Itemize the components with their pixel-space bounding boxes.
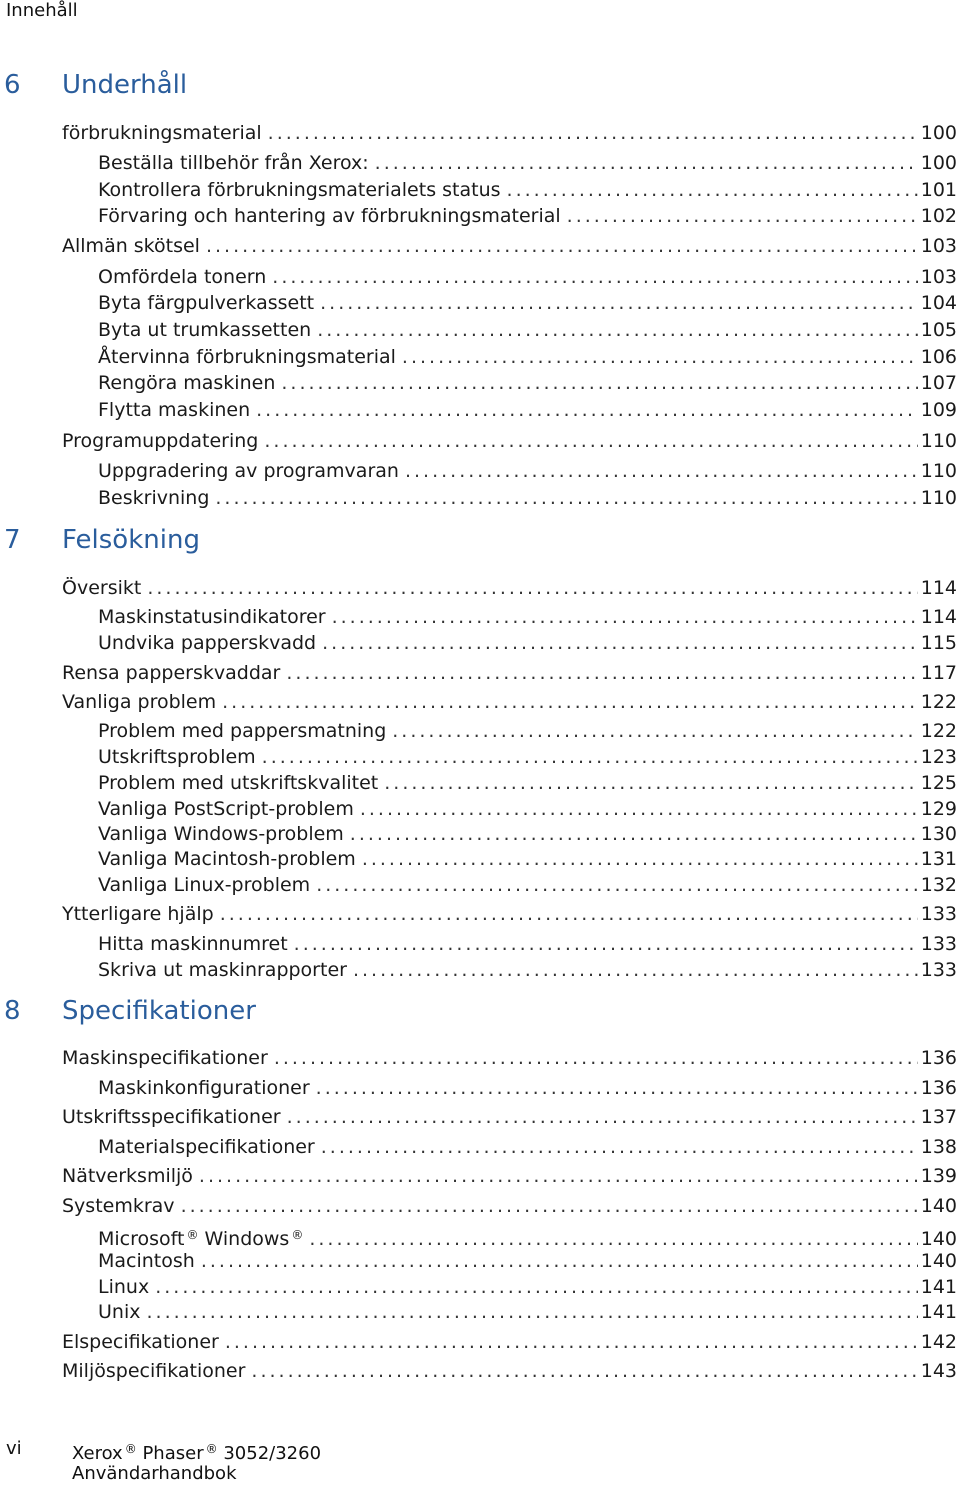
toc-entry[interactable] (98, 932, 957, 956)
toc-entry-page: 122 (920, 691, 957, 713)
toc-entry-title: Kontrollera förbrukningsmaterialets status (98, 179, 501, 201)
toc-entry-title: Beskrivning (98, 487, 210, 509)
toc-entry-title: Materialspecifikationer (98, 1136, 315, 1158)
toc-entry-page: 105 (920, 319, 957, 341)
dot-leader (262, 745, 918, 769)
toc-entry[interactable] (62, 121, 957, 145)
dot-leader (350, 822, 918, 846)
toc-entry-page: 140 (920, 1228, 957, 1250)
toc-entry[interactable] (98, 371, 957, 395)
dot-leader (332, 605, 918, 629)
model-label: 3052/3260 (223, 1443, 322, 1464)
dot-leader (402, 345, 918, 369)
running-header: Innehåll (6, 0, 78, 21)
toc-entry-title: Elspecifikationer (62, 1331, 219, 1353)
windows-label: Windows (204, 1228, 290, 1250)
dot-leader (147, 576, 917, 600)
toc-entry-title: Skriva ut maskinrapporter (98, 959, 347, 981)
dot-leader (567, 204, 918, 228)
toc-entry-title: Översikt (62, 577, 142, 599)
dot-leader (362, 847, 918, 871)
toc-entry-title: Utskriftsproblem (98, 746, 256, 768)
dot-leader (317, 318, 918, 342)
footer-page-number: vi (6, 1438, 22, 1459)
toc-entry-title: Rengöra maskinen (98, 372, 276, 394)
dot-leader (256, 398, 918, 422)
dot-leader (286, 661, 917, 685)
toc-entry-page: 103 (920, 235, 957, 257)
toc-entry[interactable] (98, 822, 957, 846)
dot-leader (294, 932, 918, 956)
toc-entry[interactable] (62, 1359, 957, 1383)
toc-entry[interactable] (98, 1249, 957, 1273)
registered-mark: ® (205, 1442, 218, 1456)
toc-entry-title: Undvika papperskvadd (98, 632, 317, 654)
dot-leader (222, 690, 918, 714)
toc-entry[interactable] (98, 719, 957, 743)
toc-entry-page: 132 (920, 874, 957, 896)
toc-entry-page: 104 (920, 292, 957, 314)
toc-entry-title: Återvinna förbrukningsmaterial (98, 346, 396, 368)
toc-entry[interactable] (98, 151, 957, 175)
toc-entry-title: Vanliga Macintosh-problem (98, 848, 356, 870)
dot-leader (201, 1249, 918, 1273)
toc-entry[interactable] (98, 345, 957, 369)
dot-leader (316, 1076, 918, 1100)
dot-leader (225, 1330, 918, 1354)
toc-entry-title: Beställa tillbehör från Xerox: (98, 152, 369, 174)
registered-mark: ® (291, 1228, 304, 1242)
toc-entry[interactable] (98, 1275, 957, 1299)
toc-entry-page: 142 (920, 1331, 957, 1353)
toc-entry[interactable] (62, 1105, 957, 1129)
dot-leader (206, 234, 918, 258)
dot-leader (215, 486, 917, 510)
dot-leader (507, 178, 918, 202)
toc-entry-page: 114 (920, 606, 957, 628)
toc-entry-page: 130 (920, 823, 957, 845)
toc-entry-page: 100 (920, 152, 957, 174)
toc-entry-title: Flytta maskinen (98, 399, 251, 421)
dot-leader (146, 1300, 917, 1324)
toc-entry[interactable] (98, 398, 957, 422)
dot-leader (281, 371, 917, 395)
toc-entry[interactable] (98, 873, 957, 897)
toc-entry-page: 109 (920, 399, 957, 421)
dot-leader (264, 429, 917, 453)
toc-entry[interactable] (98, 291, 957, 315)
toc-entry-page: 141 (920, 1301, 957, 1323)
toc-entry-title: Ytterligare hjälp (62, 903, 214, 925)
toc-entry[interactable] (62, 1330, 957, 1354)
brand-label: Xerox (72, 1443, 123, 1464)
toc-entry-page: 125 (920, 772, 957, 794)
chapter-number: 8 (4, 996, 21, 1026)
toc-entry[interactable] (98, 178, 957, 202)
toc-entry[interactable] (98, 1223, 957, 1251)
toc-entry[interactable] (98, 1135, 957, 1159)
toc-entry-page: 102 (920, 205, 957, 227)
toc-entry[interactable] (98, 1300, 957, 1324)
toc-entry[interactable] (62, 576, 957, 600)
toc-entry-title: Vanliga Linux-problem (98, 874, 311, 896)
toc-entry-page: 140 (920, 1250, 957, 1272)
chapter-heading (4, 525, 200, 555)
toc-entry-page: 122 (920, 720, 957, 742)
toc-entry-title: Linux (98, 1276, 150, 1298)
toc-entry[interactable] (62, 902, 957, 926)
dot-leader (268, 121, 918, 145)
toc-entry-page: 143 (920, 1360, 957, 1382)
toc-entry-page: 110 (920, 460, 957, 482)
toc-entry-title: Förvaring och hantering av förbrukningsmaterial (98, 205, 561, 227)
dot-leader (321, 1135, 918, 1159)
toc-entry-title: Allmän skötsel (62, 235, 200, 257)
toc-entry[interactable] (62, 1164, 957, 1188)
toc-entry[interactable] (62, 1046, 957, 1070)
dot-leader (322, 631, 918, 655)
toc-entry-title: Byta ut trumkassetten (98, 319, 312, 341)
toc-entry-title: Byta färgpulverkassett (98, 292, 315, 314)
toc-entry-title: Programuppdatering (62, 430, 259, 452)
toc-entry[interactable] (98, 486, 957, 510)
toc-entry[interactable] (98, 204, 957, 228)
toc-entry-title: Utskriftsspecifikationer (62, 1106, 281, 1128)
toc-entry-title: Systemkrav (62, 1195, 175, 1217)
toc-entry-page: 139 (920, 1165, 957, 1187)
toc-entry-page: 110 (920, 487, 957, 509)
dot-leader (220, 902, 918, 926)
toc-entry[interactable] (98, 745, 957, 769)
chapter-title: Specifikationer (62, 996, 256, 1026)
toc-entry-page: 117 (920, 662, 957, 684)
dot-leader (392, 719, 917, 743)
toc-entry[interactable] (62, 234, 957, 258)
toc-entry-title: Unix (98, 1301, 141, 1323)
toc-entry-title: Maskinspecifikationer (62, 1047, 268, 1069)
toc-entry-page: 136 (920, 1077, 957, 1099)
microsoft-label: Microsoft (98, 1228, 185, 1250)
chapter-heading (4, 996, 256, 1026)
toc-entry-page: 141 (920, 1276, 957, 1298)
toc-entry-title: Vanliga PostScript-problem (98, 798, 354, 820)
toc-entry[interactable] (62, 429, 957, 453)
registered-mark: ® (124, 1442, 137, 1456)
dot-leader (287, 1105, 918, 1129)
dot-leader (309, 1227, 917, 1251)
toc-entry-page: 133 (920, 903, 957, 925)
dot-leader (199, 1164, 918, 1188)
toc-entry-page: 110 (920, 430, 957, 452)
toc-entry-page: 140 (920, 1195, 957, 1217)
toc-entry[interactable] (98, 847, 957, 871)
toc-entry-page: 133 (920, 933, 957, 955)
toc-entry-title: Vanliga problem (62, 691, 217, 713)
footer-subtitle: Användarhandbok (72, 1463, 237, 1484)
toc-entry-page: 123 (920, 746, 957, 768)
dot-leader (274, 1046, 918, 1070)
dot-leader (272, 265, 917, 289)
dot-leader (405, 459, 918, 483)
dot-leader (353, 958, 918, 982)
dot-leader (251, 1359, 917, 1383)
dot-leader (316, 873, 918, 897)
chapter-title: Underhåll (62, 70, 188, 100)
toc-entry-page: 137 (920, 1106, 957, 1128)
toc-entry-page: 115 (920, 632, 957, 654)
toc-entry-page: 133 (920, 959, 957, 981)
toc-entry[interactable] (62, 1194, 957, 1218)
toc-entry[interactable] (98, 771, 957, 795)
toc-entry[interactable] (98, 318, 957, 342)
product-label: Phaser (142, 1443, 204, 1464)
dot-leader (181, 1194, 918, 1218)
toc-entry-title: Nätverksmiljö (62, 1165, 193, 1187)
toc-entry-page: 100 (920, 122, 957, 144)
toc-entry-title: Uppgradering av programvaran (98, 460, 399, 482)
toc-entry[interactable] (98, 958, 957, 982)
toc-entry[interactable] (98, 1076, 957, 1100)
toc-entry[interactable] (98, 797, 957, 821)
toc-entry-title: Omfördela tonern (98, 266, 267, 288)
toc-entry-title: Maskinstatusindikatorer (98, 606, 326, 628)
toc-entry-title: Problem med utskriftskvalitet (98, 772, 379, 794)
chapter-heading (4, 70, 187, 100)
toc-entry-title: Macintosh (98, 1250, 195, 1272)
toc-entry[interactable] (62, 690, 957, 714)
toc-entry-title: Maskinkonfigurationer (98, 1077, 310, 1099)
toc-entry-title: Hitta maskinnumret (98, 933, 288, 955)
toc-entry-page: 138 (920, 1136, 957, 1158)
toc-entry-page: 136 (920, 1047, 957, 1069)
toc-entry-title: Rensa papperskvaddar (62, 662, 281, 684)
chapter-number: 7 (4, 525, 21, 555)
dot-leader (320, 291, 918, 315)
toc-entry[interactable] (98, 265, 957, 289)
chapter-title: Felsökning (62, 525, 200, 555)
toc-entry-page: 103 (920, 266, 957, 288)
toc-entry-title: Vanliga Windows-problem (98, 823, 344, 845)
toc-entry[interactable] (98, 459, 957, 483)
toc-entry[interactable] (62, 661, 957, 685)
dot-leader (384, 771, 917, 795)
toc-entry-title: Problem med pappersmatning (98, 720, 387, 742)
toc-entry-page: 114 (920, 577, 957, 599)
chapter-number: 6 (4, 70, 21, 100)
toc-entry-title: Miljöspecifikationer (62, 1360, 246, 1382)
dot-leader (375, 151, 918, 175)
toc-entry[interactable] (98, 605, 957, 629)
dot-leader (360, 797, 918, 821)
toc-entry-title: förbrukningsmaterial (62, 122, 262, 144)
toc-entry-page: 129 (920, 798, 957, 820)
toc-entry-page: 131 (920, 848, 957, 870)
toc-entry-title (98, 1223, 303, 1251)
toc-entry-page: 107 (920, 372, 957, 394)
registered-mark: ® (186, 1228, 199, 1242)
toc-entry[interactable] (98, 631, 957, 655)
toc-entry-page: 106 (920, 346, 957, 368)
dot-leader (155, 1275, 918, 1299)
toc-entry-page: 101 (920, 179, 957, 201)
